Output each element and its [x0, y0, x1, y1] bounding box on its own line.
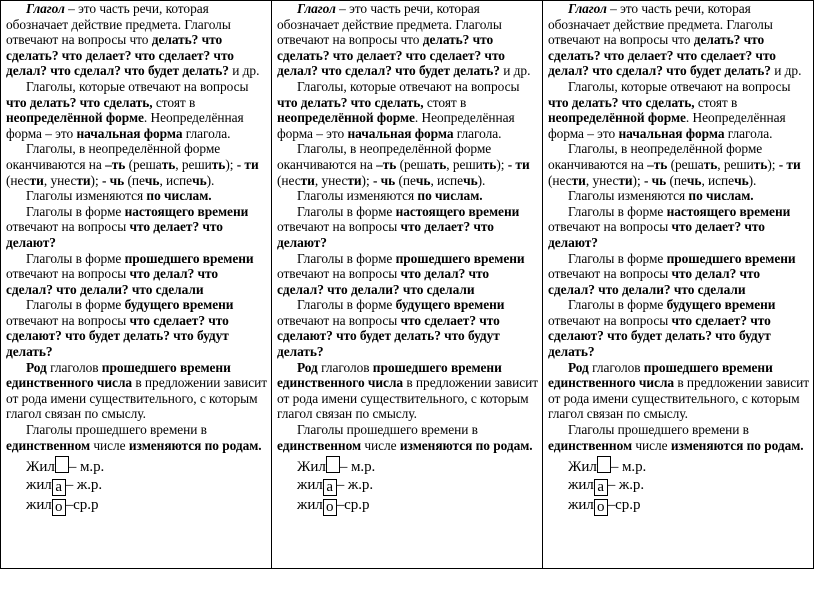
example-line: жил о –ср.р	[297, 497, 370, 516]
endings-paragraph: Глаголы, в неопределённой форме оканчиваются на –ть (решать, решить); - ти (нести, унести); - чь (печь, испечь).	[277, 141, 530, 188]
example-line: Жил – м.р.	[568, 456, 810, 476]
gender-paragraph: Род глаголов прошедшего времени единственного числа в предложении зависит от рода имени существительного, с которым глагол связан по смыслу.	[6, 359, 268, 422]
examples-list	[6, 456, 268, 516]
indefinite-form-paragraph: Глаголы, которые отвечают на вопросы что делать? что сделать, стоят в неопределённой форме. Неопределённая форма – это начальная форма глагола.	[548, 78, 791, 141]
example-line: жил а – ж.р.	[297, 477, 374, 496]
future-tense-paragraph: Глаголы в форме будущего времени отвечают на вопросы что сделает? что сделают? что будет делать? что будут делать?	[548, 297, 776, 360]
example-line: жил а – ж.р.	[26, 477, 103, 496]
ending-box: а	[52, 479, 66, 496]
gender-change-paragraph: Глаголы прошедшего времени в единственном числе изменяются по родам.	[6, 422, 262, 453]
present-tense-paragraph: Глаголы в форме настоящего времени отвечают на вопросы что делает? что делают?	[277, 203, 520, 250]
rule-column	[1, 1, 272, 569]
gender-change-paragraph: Глаголы прошедшего времени в единственном числе изменяются по родам.	[277, 422, 533, 453]
numbers-paragraph: Глаголы изменяются по числам.	[297, 188, 483, 204]
gender-paragraph: Род глаголов прошедшего времени единственного числа в предложении зависит от рода имени существительного, с которым глагол связан по смыслу.	[277, 359, 539, 422]
future-tense-paragraph: Глаголы в форме будущего времени отвечают на вопросы что сделает? что сделают? что будет делать? что будут делать?	[6, 297, 234, 360]
definition-paragraph: Глагол – это часть речи, которая обозначает действие предмета. Глаголы отвечают на вопросы что делать? что сделать? что делает? что сделает? что делал? что сделал? что будет делать? и др.	[548, 1, 802, 79]
example-line: жил о –ср.р	[568, 497, 641, 516]
present-tense-paragraph: Глаголы в форме настоящего времени отвечают на вопросы что делает? что делают?	[6, 203, 249, 250]
definition-paragraph: Глагол – это часть речи, которая обозначает действие предмета. Глаголы отвечают на вопросы что делать? что сделать? что делает? что сделает? что делал? что сделал? что будет делать? и др.	[6, 1, 260, 79]
examples-list	[548, 456, 810, 516]
ending-box	[55, 456, 69, 473]
indefinite-form-paragraph: Глаголы, которые отвечают на вопросы что делать? что сделать, стоят в неопределённой форме. Неопределённая форма – это начальная форма глагола.	[277, 78, 520, 141]
gender-change-paragraph: Глаголы прошедшего времени в единственном числе изменяются по родам.	[548, 422, 804, 453]
example-line: жил а – ж.р.	[568, 477, 645, 496]
term-glagol: Глагол	[297, 1, 336, 16]
past-tense-paragraph: Глаголы в форме прошедшего времени отвечают на вопросы что делал? что сделал? что делали? что сделали	[548, 250, 796, 297]
present-tense-paragraph: Глаголы в форме настоящего времени отвечают на вопросы что делает? что делают?	[548, 203, 791, 250]
ending-box: о	[323, 499, 337, 516]
example-line: Жил – м.р.	[297, 456, 539, 476]
ending-box: о	[594, 499, 608, 516]
example-line: Жил – м.р.	[26, 456, 268, 476]
endings-paragraph: Глаголы, в неопределённой форме оканчиваются на –ть (решать, решить); - ти (нести, унести); - чь (печь, испечь).	[6, 141, 259, 188]
examples-list	[277, 456, 539, 516]
past-tense-paragraph: Глаголы в форме прошедшего времени отвечают на вопросы что делал? что сделал? что делали? что сделали	[277, 250, 525, 297]
indefinite-form-paragraph: Глаголы, которые отвечают на вопросы что делать? что сделать, стоят в неопределённой форме. Неопределённая форма – это начальная форма глагола.	[6, 78, 249, 141]
ending-box: а	[323, 479, 337, 496]
future-tense-paragraph: Глаголы в форме будущего времени отвечают на вопросы что сделает? что сделают? что будет делать? что будут делать?	[277, 297, 505, 360]
ending-box	[597, 456, 611, 473]
term-glagol: Глагол	[568, 1, 607, 16]
ending-box: а	[594, 479, 608, 496]
example-line: жил о –ср.р	[26, 497, 99, 516]
gender-paragraph: Род глаголов прошедшего времени единственного числа в предложении зависит от рода имени существительного, с которым глагол связан по смыслу.	[548, 359, 810, 422]
numbers-paragraph: Глаголы изменяются по числам.	[568, 188, 754, 204]
past-tense-paragraph: Глаголы в форме прошедшего времени отвечают на вопросы что делал? что сделал? что делали? что сделали	[6, 250, 254, 297]
rule-column	[543, 1, 814, 569]
endings-paragraph: Глаголы, в неопределённой форме оканчиваются на –ть (решать, решить); - ти (нести, унести); - чь (печь, испечь).	[548, 141, 801, 188]
ending-box	[326, 456, 340, 473]
numbers-paragraph: Глаголы изменяются по числам.	[26, 188, 212, 204]
rule-column	[272, 1, 543, 569]
definition-paragraph: Глагол – это часть речи, которая обозначает действие предмета. Глаголы отвечают на вопросы что делать? что сделать? что делает? что сделает? что делал? что сделал? что будет делать? и др.	[277, 1, 531, 79]
ending-box: о	[52, 499, 66, 516]
term-glagol: Глагол	[26, 1, 65, 16]
table-row	[1, 1, 814, 569]
